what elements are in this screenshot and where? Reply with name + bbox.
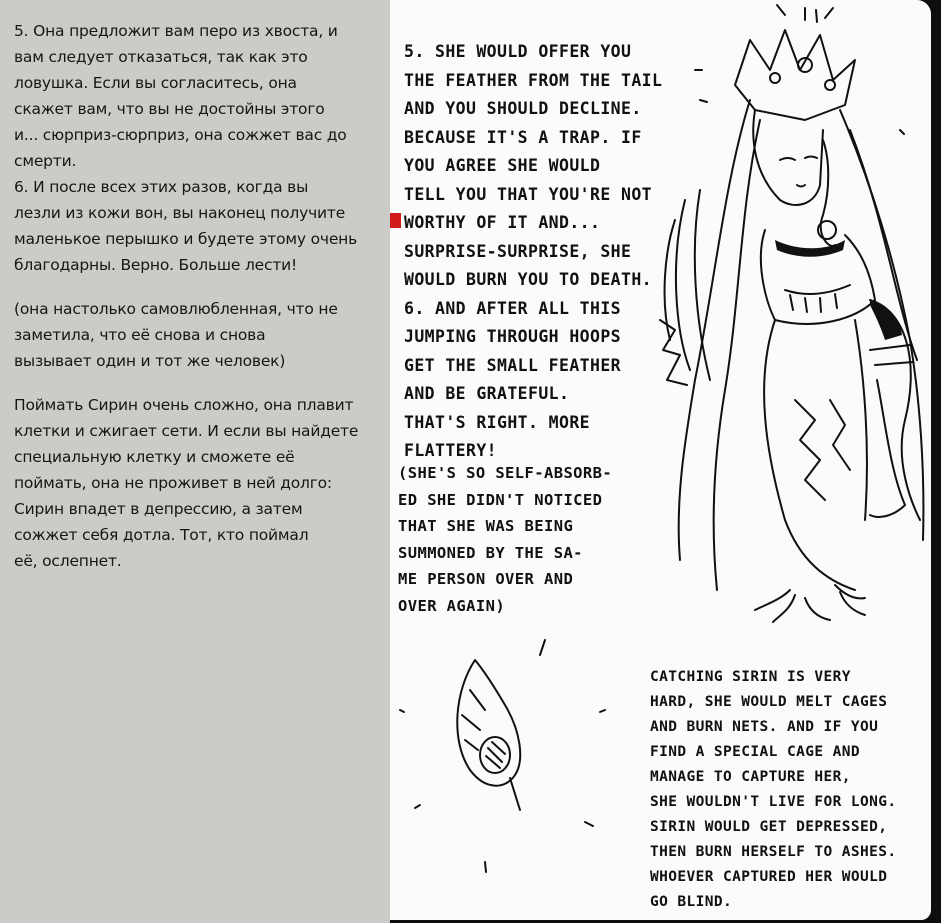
decorative-marks xyxy=(390,0,931,920)
russian-paragraph-1: 5. Она предложит вам перо из хвоста, и вам следует отказаться, так как это ловушка. Если вы согласитесь, она скажет вам, что вы не достойны этого и... сюрприз-сюрприз, она сожжет вас до смерти. 6. И после всех этих разов, когда вы лезли из кожи вон, вы наконец получите маленькое перышко и будете этому очень благодарны. Верно. Больше лести! xyxy=(14,22,358,274)
russian-paragraph-3: Поймать Сирин очень сложно, она плавит клетки и сжигает сети. И если вы найдете специальную клетку и сможете её поймать, она не проживет в ней долго: Сирин впадет в депрессию, а затем сожжет себя дотла. Тот, кто поймал её, ослепнет. xyxy=(14,396,359,570)
english-text-aside: (SHE'S SO SELF-ABSORB- ED SHE DIDN'T NOTICED THAT SHE WAS BEING SUMMONED BY THE SA- ME PERSON OVER AND OVER AGAIN) xyxy=(398,464,613,615)
russian-paragraph-2: (она настолько самовлюбленная, что не заметила, что её снова и снова вызывает один и тот же человек) xyxy=(14,300,338,370)
english-text-top: 5. SHE WOULD OFFER YOU THE FEATHER FROM THE TAIL AND YOU SHOULD DECLINE. BECAUSE IT'S A TRAP. IF YOU AGREE SHE WOULD TELL YOU THAT YOU'RE NOT WORTHY OF IT AND... SURPRISE-SURPRISE, SHE WOULD BURN YOU TO DEATH. 6. AND AFTER ALL THIS JUMPING THROUGH HOOPS GET THE SMALL FEATHER AND BE GRATEFUL. THAT'S RIGHT. MORE FLATTERY! xyxy=(404,42,663,460)
english-text-bottom: CATCHING SIRIN IS VERY HARD, SHE WOULD MELT CAGES AND BURN NETS. AND IF YOU FIND A SPECIAL CAGE AND MANAGE TO CAPTURE HER, SHE WOULDN'T LIVE FOR LONG. SIRIN WOULD GET DEPRESSED, THEN BURN HERSELF TO ASHES. WHOEVER CAPTURED HER WOULD GO BLIND. xyxy=(650,669,897,910)
bookmark-ribbon xyxy=(390,213,401,228)
sketchbook-page xyxy=(390,0,931,920)
russian-text-panel xyxy=(0,0,390,923)
